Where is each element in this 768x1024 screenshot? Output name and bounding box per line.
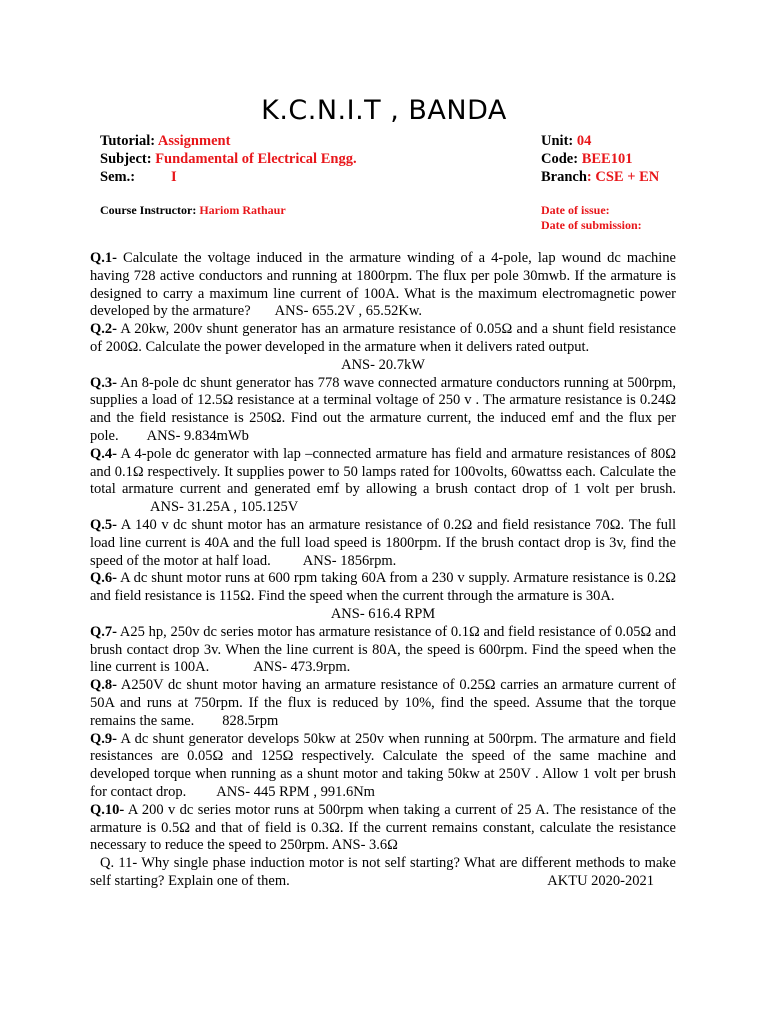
question-4 bbox=[90, 446, 676, 517]
question-text: An 8-pole dc shunt generator has 778 wave connected armature conductors running at 500rpm, supplies a load of 12.5Ω resistance at a terminal voltage of 250 v . The armature resistance is 0.24Ω and the field resistance is 250Ω. Find out the armature current, the induced emf and the flux per pole. bbox=[90, 374, 676, 444]
question-text: Q. 11- Why single phase induction motor is not self starting? What are different methods to make self starting? Explain one of them. bbox=[90, 855, 676, 889]
branch-value: : CSE + EN bbox=[586, 169, 660, 185]
question-text: Calculate the voltage induced in the armature winding of a 4-pole, lap wound dc machine having 728 active conductors and running at 1800rpm. The flux per pole 30mwb. If the armature is designed to carry a maximum line current of 100A. What is the maximum electromagnetic power developed by the armature? bbox=[90, 250, 676, 320]
tutorial-line bbox=[100, 132, 357, 150]
question-number: Q.7- bbox=[90, 623, 117, 640]
course-instructor bbox=[100, 203, 286, 218]
question-number: Q.8- bbox=[90, 677, 117, 694]
questions-body bbox=[90, 250, 676, 891]
question-answer: ANS- 9.834mWb bbox=[146, 427, 249, 444]
unit-value: 04 bbox=[576, 133, 592, 149]
question-text: A25 hp, 250v dc series motor has armature resistance of 0.1Ω and field resistance of 0.05Ω and brush contact drop 3v. When the line current is 80A, the speed is 600rpm. Find the speed when the line current is 100A. bbox=[90, 623, 676, 676]
header-right bbox=[541, 132, 659, 186]
code-label: Code: bbox=[541, 151, 582, 167]
question-answer: ANS- 655.2V , 65.52Kw. bbox=[274, 303, 423, 320]
question-text: A 20kw, 200v shunt generator has an armature resistance of 0.05Ω and a shunt field resistance of 200Ω. Calculate the power developed in the armature when it delivers rated output. bbox=[90, 321, 676, 355]
page-title: K.C.N.I.T , BANDA bbox=[261, 95, 507, 126]
question-1 bbox=[90, 250, 676, 321]
question-7 bbox=[90, 624, 676, 677]
question-6 bbox=[90, 570, 676, 623]
sem-value: I bbox=[171, 169, 177, 185]
question-answer: ANS- 20.7kW bbox=[341, 356, 425, 373]
question-number: Q.1- bbox=[90, 250, 117, 266]
question-number: Q.2- bbox=[90, 321, 117, 338]
branch-line bbox=[541, 168, 659, 186]
unit-line bbox=[541, 132, 659, 150]
question-number: Q.10- bbox=[90, 801, 125, 818]
subject-label: Subject: bbox=[100, 151, 156, 167]
question-number: Q.3- bbox=[90, 374, 117, 391]
date-of-issue: Date of issue: bbox=[541, 203, 610, 217]
question-number: Q.9- bbox=[90, 730, 117, 747]
question-number: Q.4- bbox=[90, 445, 117, 462]
question-number: Q.5- bbox=[90, 516, 117, 533]
question-5 bbox=[90, 517, 676, 570]
question-8 bbox=[90, 677, 676, 730]
question-text: A 4-pole dc generator with lap –connected armature has field and armature resistances of 80Ω and 0.1Ω respectively. It supplies power to 50 lamps rated for 100volts, 60wattss each. Calculate the total armature current and generated emf by allowing a brush contact drop of 1 volt per brush. bbox=[90, 445, 676, 498]
tutorial-value: Assignment bbox=[157, 133, 231, 149]
code-value: BEE101 bbox=[581, 151, 633, 167]
code-line bbox=[541, 150, 659, 168]
subject-value: Fundamental of Electrical Engg. bbox=[155, 151, 357, 167]
question-11 bbox=[90, 855, 676, 891]
question-answer: ANS- 3.6Ω bbox=[331, 837, 398, 854]
question-text: A dc shunt generator develops 50kw at 250v when running at 500rpm. The armature and field resistances are 0.05Ω and 125Ω respectively. Calculate the speed of the same machine and developed torque when running as a shunt motor and taking 50kw at 250V . Allow 1 volt per brush for contact drop. bbox=[90, 730, 676, 800]
branch-label: Branch bbox=[541, 169, 587, 185]
question-9 bbox=[90, 731, 676, 802]
tutorial-label: Tutorial: bbox=[100, 133, 158, 149]
question-text: A 140 v dc shunt motor has an armature resistance of 0.2Ω and field resistance 70Ω. The full load line current is 40A and the full load speed is 1800rpm. If the brush contact drop is 3v, find the speed of the motor at half load. bbox=[90, 516, 676, 569]
sem-line bbox=[100, 168, 357, 186]
question-number: Q.6- bbox=[90, 570, 117, 587]
question-answer: 828.5rpm bbox=[222, 712, 279, 729]
question-answer: ANS- 31.25A , 105.125V bbox=[150, 499, 299, 516]
question-answer: ANS- 445 RPM , 991.6Nm bbox=[216, 783, 375, 800]
question-10 bbox=[90, 802, 676, 855]
dates-block bbox=[541, 203, 642, 233]
header-left bbox=[100, 132, 357, 186]
subject-line bbox=[100, 150, 357, 168]
unit-label: Unit: bbox=[541, 133, 577, 149]
instructor-label: Course Instructor: bbox=[100, 203, 200, 217]
question-text: A 200 v dc series motor runs at 500rpm when taking a current of 25 A. The resistance of the armature is 0.5Ω and that of field is 0.3Ω. If the current remains constant, calculate the resistance necessary to reduce the speed to 250rpm. bbox=[90, 801, 676, 854]
exam-tag: AKTU 2020-2021 bbox=[547, 872, 654, 889]
question-3 bbox=[90, 375, 676, 446]
sem-label: Sem.: bbox=[100, 169, 136, 185]
question-answer: ANS- 473.9rpm. bbox=[253, 659, 351, 676]
date-of-submission: Date of submission: bbox=[541, 218, 642, 232]
question-text: A dc shunt motor runs at 600 rpm taking 60A from a 230 v supply. Armature resistance is 0.2Ω and field resistance is 115Ω. Find the speed when the current through the armature is 30A. bbox=[90, 570, 676, 605]
question-answer: ANS- 616.4 RPM bbox=[330, 605, 436, 622]
question-text: A250V dc shunt motor having an armature resistance of 0.25Ω carries an armature current of 50A and runs at 750rpm. If the flux is reduced by 10%, find the speed. Assume that the torque remains the same. bbox=[90, 677, 676, 729]
question-2 bbox=[90, 321, 676, 374]
question-answer: ANS- 1856rpm. bbox=[302, 552, 397, 569]
instructor-value: Hariom Rathaur bbox=[199, 203, 286, 217]
